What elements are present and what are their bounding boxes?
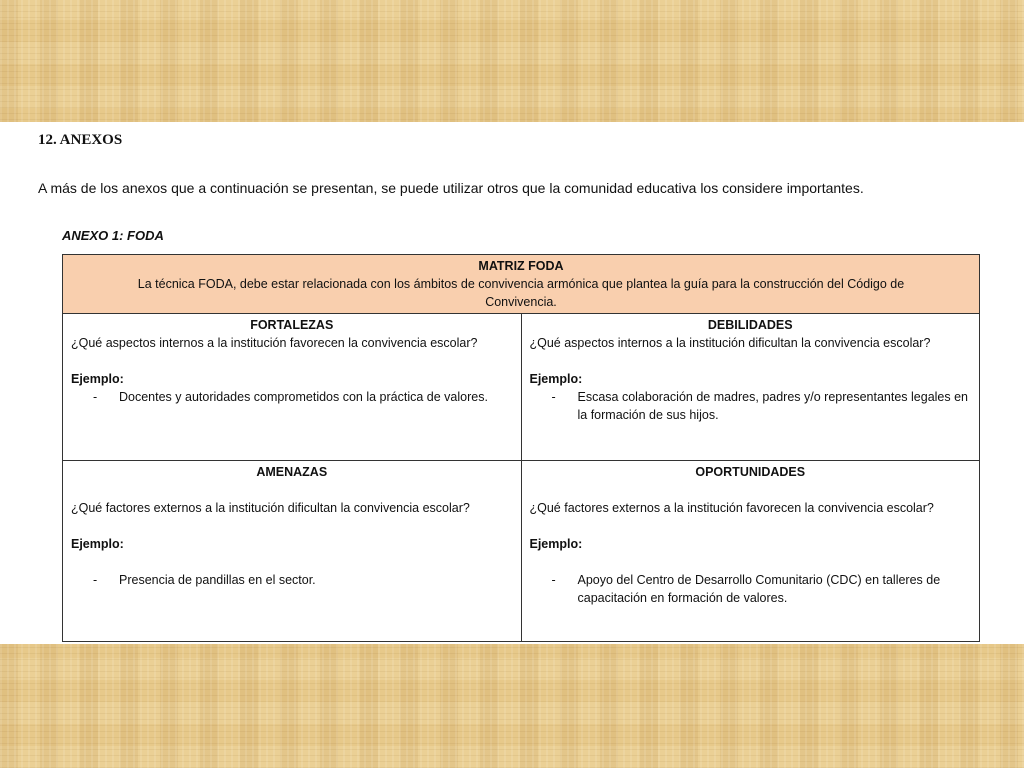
debilidades-example-text: Escasa colaboración de madres, padres y/o representantes legales en la formación de sus hijos.: [577, 390, 969, 422]
document-page: [0, 122, 1024, 644]
fortalezas-example-label: Ejemplo:: [71, 372, 124, 386]
bullet-dash: -: [551, 390, 556, 404]
fortalezas-cell: [63, 314, 522, 461]
matrix-header: [63, 255, 980, 314]
matrix-description: La técnica FODA, debe estar relacionada con los ámbitos de convivencia armónica que plantea la guía para la construcción del Código de Convivencia.: [137, 277, 905, 309]
fortalezas-example-item: [71, 388, 513, 406]
debilidades-question: ¿Qué aspectos internos a la institución dificultan la convivencia escolar?: [529, 336, 931, 350]
foda-matrix-table: [62, 254, 980, 642]
intro-paragraph: A más de los anexos que a continuación se presentan, se puede utilizar otros que la comunidad educativa los considere importantes.: [38, 180, 864, 196]
amenazas-example-item: [71, 571, 513, 589]
bullet-dash: -: [93, 390, 98, 404]
amenazas-question: ¿Qué factores externos a la institución dificultan la convivencia escolar?: [71, 501, 470, 515]
bullet-dash: -: [551, 573, 556, 587]
oportunidades-title: OPORTUNIDADES: [695, 465, 806, 479]
oportunidades-example-item: [530, 571, 972, 607]
debilidades-example-item: [530, 388, 972, 424]
fortalezas-title: FORTALEZAS: [250, 318, 334, 332]
oportunidades-question: ¿Qué factores externos a la institución favorecen la convivencia escolar?: [529, 501, 934, 515]
amenazas-example-label: Ejemplo:: [71, 537, 124, 551]
debilidades-cell: [521, 314, 980, 461]
bullet-dash: -: [93, 573, 98, 587]
section-title: 12. ANEXOS: [38, 132, 123, 148]
fortalezas-example-text: Docentes y autoridades comprometidos con la práctica de valores.: [119, 390, 488, 404]
annex-title: ANEXO 1: FODA: [62, 228, 164, 243]
debilidades-title: DEBILIDADES: [707, 318, 793, 332]
oportunidades-cell: [521, 461, 980, 642]
amenazas-title: AMENAZAS: [256, 465, 328, 479]
oportunidades-example-text: Apoyo del Centro de Desarrollo Comunitario (CDC) en talleres de capacitación en formación de valores.: [577, 573, 941, 605]
oportunidades-example-label: Ejemplo:: [529, 537, 583, 551]
matrix-title: MATRIZ FODA: [478, 259, 564, 273]
debilidades-example-label: Ejemplo:: [529, 372, 583, 386]
amenazas-cell: [63, 461, 522, 642]
amenazas-example-text: Presencia de pandillas en el sector.: [119, 573, 316, 587]
fortalezas-question: ¿Qué aspectos internos a la institución favorecen la convivencia escolar?: [71, 336, 478, 350]
